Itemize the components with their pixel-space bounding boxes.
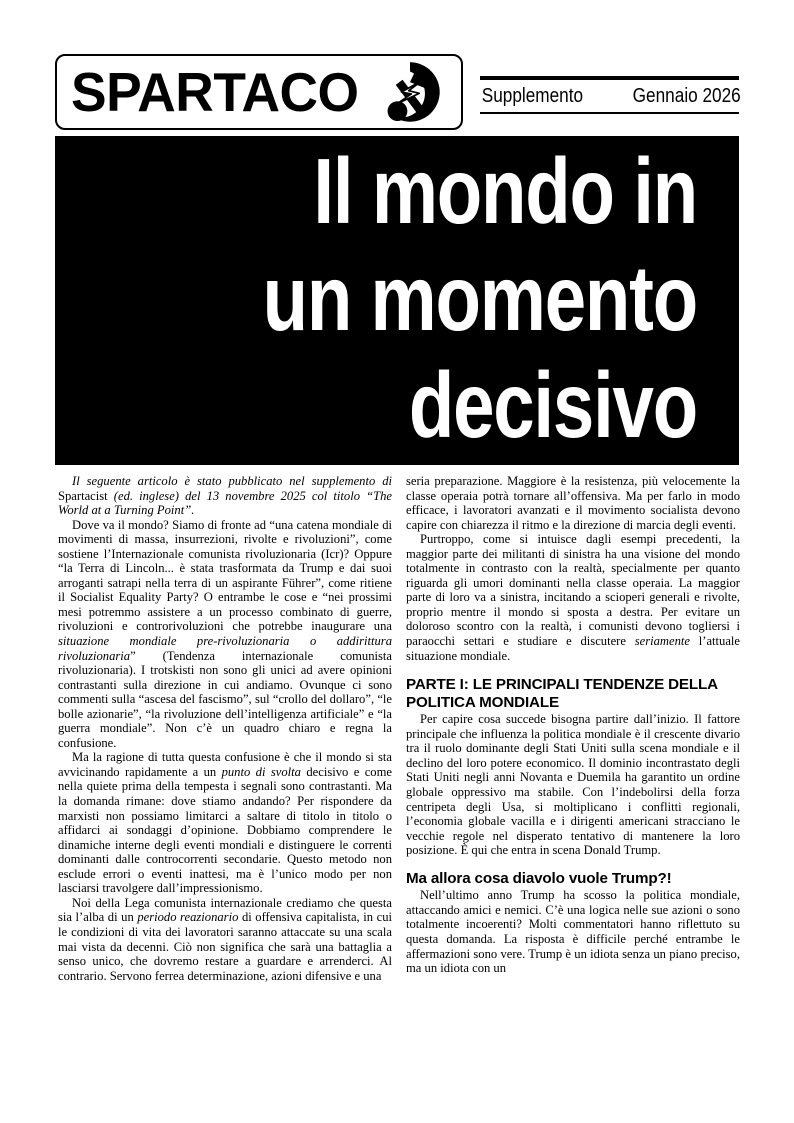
headline-line-1: Il mondo in: [313, 139, 697, 243]
masthead-wordmark: SPARTACO: [71, 61, 359, 123]
headline-text-block: [154, 138, 697, 459]
article-body: [58, 474, 740, 1112]
paragraph-3-text-b: di offensiva capitalista, in cui le condizioni di vita dei lavoratori saranno attaccate su una scala mai vista da decenni. Ciò non significa che sarà una battaglia a senso unico, che dovremo restare a guardare e arrenderci. Al contrario. Servono ferrea determinazione, azioni difensive e una: [58, 910, 392, 983]
paragraph-5-text-b: l’attuale situazione mondiale.: [406, 634, 740, 663]
issue-date-label: Gennaio 2026: [632, 85, 741, 108]
masthead-meta-row: [480, 80, 742, 112]
paragraph-3-emphasis: periodo reazionario: [137, 910, 239, 925]
subsection-heading-trump: Ma allora cosa diavolo vuole Trump?!: [406, 869, 672, 887]
paragraph-3: [58, 896, 392, 983]
paragraph-5: [406, 532, 740, 663]
paragraph-5-text-a: Purtroppo, come si intuisce dagli esempi precedenti, la maggior parte dei militanti di sinistra ha una visione del mondo totalmente in contrasto con la realtà, specialmente per quanto riguarda gli umori dominanti nella classe operaia. La maggior parte di loro va a sinistra, incitando a scioperi generali e rivolte, proprio mentre il mondo si sposta a destra. Per evitare un doloroso scontro con la realtà, i comunisti devono togliersi i paraocchi settari e studiare e discutere: [406, 532, 740, 649]
standfirst-publication-name: Spartacist: [58, 488, 108, 503]
standfirst-part-1: Il seguente articolo è stato pubblicato nel supplemento di: [72, 474, 392, 488]
paragraph-2: [58, 750, 392, 895]
column-left: [58, 474, 392, 1112]
paragraph-2-text-b: decisivo e come nella quiete prima della tempesta i segnali sono contrastanti. Ma la domanda rimane: dove stiamo andando? Per rispondere da marxisti non possiamo limitarci a saltare di titolo in titolo o affidarci ai sondaggi d’opinione. Dobbiamo comprendere le dinamiche interne degli eventi mondiali e distinguere le correnti dominanti dalle controcorrenti secondarie. Questo metodo non esclude errori o eventi inattesi, ma è l’unico modo per non lasciarsi travolgere dall’impressionismo.: [58, 764, 392, 896]
paragraph-1-emphasis: situazione mondiale pre-rivoluzionaria o addirittura rivoluzionaria: [58, 634, 392, 663]
masthead-rule-bottom: [480, 112, 739, 114]
masthead-logo-plate: [55, 54, 463, 130]
paragraph-6: Per capire cosa succede bisogna partire dall’inizio. Il fattore principale che influenza la politica mondiale è il crescente divario tra il ruolo dominante degli Stati Uniti sulla scena mondiale e il declino del loro potere economico. Il dominio incontrastato degli Stati Uniti negli anni Novanta e Duemila ha garantito un ordine globale oppressivo ma stabile. Con l’indebolirsi della forza centripeta degli Usa, si moltiplicano i conflitti regionali, l’economia globale vacilla e i dirigenti americani stracciano le vecchie regole nel disperato tentativo di mantenere la loro posizione. È qui che entra in scena Donald Trump.: [406, 712, 740, 858]
headline-line-3: decisivo: [408, 353, 697, 457]
column-right: [406, 474, 740, 1112]
paragraph-7: Nell’ultimo anno Trump ha scosso la politica mondiale, attaccando amici e nemici. C’è una logica nelle sue azioni o sono totalmente incoerenti? Molti commentatori hanno riflettuto su questa domanda. La risposta è difficile perché entrambe le affermazioni sono vere. Trump è un idiota senza un piano preciso, ma un idiota con un: [406, 888, 740, 976]
supplement-label: Supplemento: [481, 85, 584, 108]
paragraph-1: [58, 518, 392, 751]
headline-banner: [55, 136, 739, 465]
section-heading-parte-i: PARTE I: LE PRINCIPALI TENDENZE DELLA POLITICA MONDIALE: [406, 676, 718, 711]
article-standfirst: [58, 474, 392, 518]
headline-line-2: un momento: [262, 246, 697, 350]
paragraph-2-emphasis: punto di svolta: [221, 764, 301, 779]
paragraph-1-text-b: ” (Tendenza internazionale comunista rivoluzionaria). I trotskisti non sono gli unici ad avere opinioni contrastanti sulla direzione in cui andiamo. Ovunque ci sono commenti sulla “ascesa del fascismo”, sul “crollo del dollaro”, “le bolle azionarie”, “la rivoluzione dell’intelligenza artificiale” e “la guerra mondiale”. Non c’è un quadro chiaro e regna la confusione.: [58, 648, 392, 750]
paragraph-2-text-a: Ma la ragione di tutta questa confusione è che il mondo si sta avvicinando rapidamente a un: [58, 750, 392, 779]
masthead-issue-bar: [480, 54, 739, 130]
paragraph-4: seria preparazione. Maggiore è la resistenza, più velocemente la classe operaia potrà tornare all’offensiva. Ma per farlo in modo efficace, i lavoratori avanzati e il movimento socialista devono capire con chiarezza il ritmo e la direzione di marcia degli eventi.: [406, 474, 740, 532]
paragraph-1-text-a: Dove va il mondo? Siamo di fronte ad “una catena mondiale di movimenti di massa, insurrezioni, rivolte e rivoluzioni”, come sostiene l’Internazionale comunista rivoluzionaria (Icr)? Oppure “la Terra di Lincoln... è stata trasformata da Trump e dai suoi arroganti satrapi nella terra di un aspirante Führer”, come ritiene il Socialist Equality Party? O entrambe le cose e “nei prossimi mesi potremmo assistere a un processo combinato di guerre, rivoluzioni e controrivoluzioni che potrebbe inaugurare una: [58, 517, 392, 634]
paragraph-5-emphasis: seriamente: [634, 634, 690, 649]
masthead: [55, 54, 739, 130]
hammer-sickle-lightning-icon: [377, 59, 443, 125]
paragraph-3-text-a: Noi della Lega comunista internazionale crediamo che questa sia l’alba di un: [58, 895, 392, 925]
standfirst-part-2: (ed. inglese) del 13 novembre 2025 col titolo “The World at a Turning Point”.: [58, 488, 392, 518]
